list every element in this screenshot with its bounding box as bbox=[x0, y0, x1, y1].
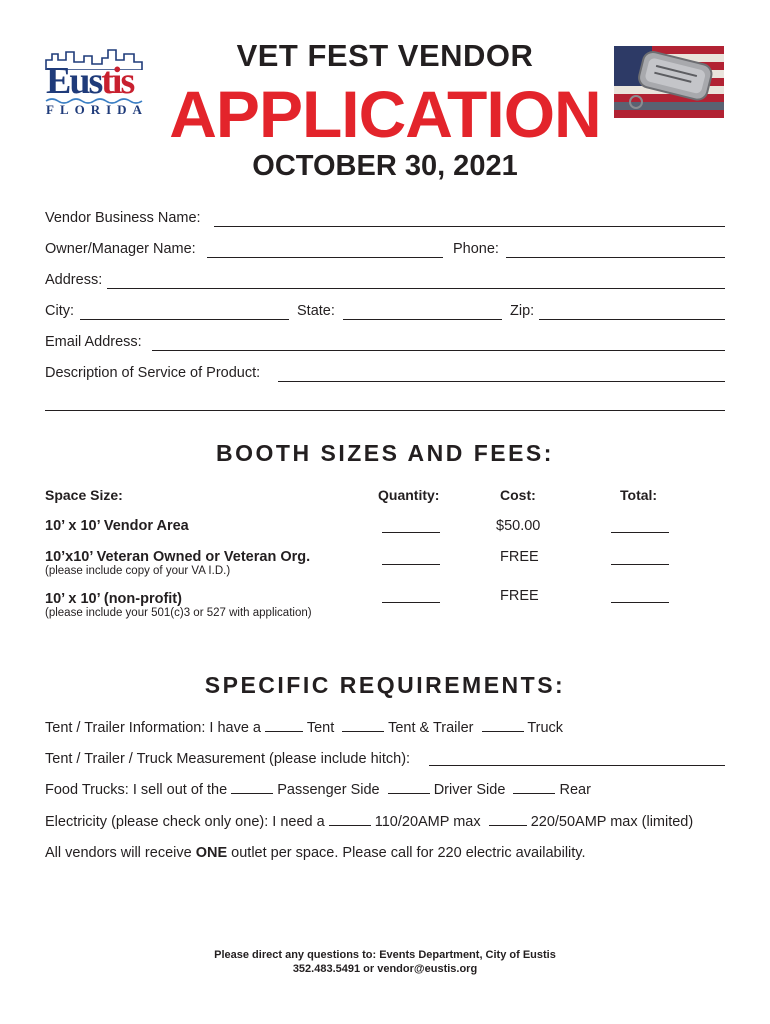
quantity-field[interactable] bbox=[382, 532, 440, 533]
outlet-note-text-end: outlet per space. Please call for 220 electric availability. bbox=[231, 845, 586, 861]
title-application: APPLICATION bbox=[169, 77, 601, 151]
tent-check-field[interactable] bbox=[265, 720, 303, 732]
tent-trailer-option: Tent & Trailer bbox=[388, 720, 474, 736]
description-row bbox=[45, 363, 725, 383]
email-field[interactable] bbox=[152, 350, 725, 351]
city-state-zip-row bbox=[45, 301, 725, 321]
booth-row-cost: FREE bbox=[500, 549, 539, 565]
zip-field[interactable] bbox=[539, 319, 725, 320]
electricity-prefix: Electricity (please check only one): I need a bbox=[45, 814, 325, 830]
electricity-row bbox=[45, 814, 693, 830]
business-name-row bbox=[45, 208, 725, 228]
booth-row-cost: FREE bbox=[500, 588, 539, 604]
measurement-row bbox=[45, 751, 725, 767]
truck-option: Truck bbox=[527, 720, 564, 736]
measurement-label: Tent / Trailer / Truck Measurement (please include hitch): bbox=[45, 751, 411, 767]
booth-row-name: 10’ x 10’ (non-profit) bbox=[45, 591, 182, 607]
email-label: Email Address: bbox=[45, 334, 142, 350]
phone-field[interactable] bbox=[506, 257, 725, 258]
city-label: City: bbox=[45, 303, 74, 319]
110-amp-check-field[interactable] bbox=[329, 814, 371, 826]
state-label: State: bbox=[297, 303, 335, 319]
event-date: OCTOBER 30, 2021 bbox=[252, 150, 518, 182]
booth-sizes-heading: BOOTH SIZES AND FEES: bbox=[216, 440, 554, 466]
logo-wordmark: Eustis bbox=[46, 60, 134, 102]
description-label: Description of Service of Product: bbox=[45, 365, 261, 381]
220-amp-check-field[interactable] bbox=[489, 814, 527, 826]
driver-side-option: Driver Side bbox=[433, 782, 506, 798]
flag-dog-tags-photo bbox=[614, 46, 724, 118]
col-total: Total: bbox=[620, 487, 658, 503]
state-field[interactable] bbox=[343, 319, 502, 320]
specific-requirements-heading: SPECIFIC REQUIREMENTS: bbox=[204, 672, 566, 698]
quantity-field[interactable] bbox=[382, 564, 440, 565]
110-amp-option: 110/20AMP max bbox=[374, 814, 481, 830]
footer-line-1: Please direct any questions to: Events Department, City of Eustis bbox=[214, 949, 556, 961]
measurement-field[interactable] bbox=[429, 765, 725, 766]
business-name-label: Vendor Business Name: bbox=[45, 210, 201, 226]
title-line-1: VET FEST VENDOR bbox=[236, 38, 534, 73]
address-row bbox=[45, 270, 725, 290]
passenger-side-check-field[interactable] bbox=[231, 782, 273, 794]
booth-row-note: (please include copy of your VA I.D.) bbox=[45, 565, 231, 577]
outlet-note-emphasis: ONE bbox=[195, 845, 228, 861]
booth-row-cost: $50.00 bbox=[496, 518, 541, 534]
tent-option: Tent bbox=[306, 720, 335, 736]
contact-footer bbox=[145, 948, 625, 976]
eustis-logo bbox=[44, 48, 148, 118]
zip-label: Zip: bbox=[510, 303, 535, 319]
description-field[interactable] bbox=[278, 381, 725, 382]
description-field-line-2[interactable] bbox=[45, 410, 725, 411]
food-truck-row bbox=[45, 782, 591, 798]
description-row-2 bbox=[45, 392, 725, 412]
col-cost: Cost: bbox=[500, 487, 536, 503]
quantity-field[interactable] bbox=[382, 602, 440, 603]
total-field[interactable] bbox=[611, 564, 669, 565]
address-label: Address: bbox=[45, 272, 103, 288]
logo-subtitle: FLORIDA bbox=[46, 102, 148, 117]
footer-line-2: 352.483.5491 or vendor@eustis.org bbox=[292, 963, 478, 975]
food-prefix: Food Trucks: I sell out of the bbox=[45, 782, 228, 798]
tent-prefix: Tent / Trailer Information: I have a bbox=[45, 720, 261, 736]
booth-row-note: (please include your 501(c)3 or 527 with application) bbox=[45, 607, 312, 619]
total-field[interactable] bbox=[611, 532, 669, 533]
email-row bbox=[45, 332, 725, 352]
truck-check-field[interactable] bbox=[482, 720, 524, 732]
outlet-note bbox=[45, 845, 586, 861]
city-field[interactable] bbox=[80, 319, 289, 320]
tent-trailer-info bbox=[45, 720, 563, 736]
business-name-field[interactable] bbox=[214, 226, 725, 227]
booth-row-name: 10’x10’ Veteran Owned or Veteran Org. bbox=[45, 549, 311, 565]
col-space-size: Space Size: bbox=[45, 487, 123, 503]
total-field[interactable] bbox=[611, 602, 669, 603]
col-quantity: Quantity: bbox=[378, 487, 440, 503]
rear-check-field[interactable] bbox=[513, 782, 555, 794]
owner-phone-row bbox=[45, 239, 725, 259]
phone-label: Phone: bbox=[453, 241, 499, 257]
passenger-side-option: Passenger Side bbox=[277, 782, 380, 798]
owner-name-field[interactable] bbox=[207, 257, 443, 258]
address-field[interactable] bbox=[107, 288, 725, 289]
owner-name-label: Owner/Manager Name: bbox=[45, 241, 196, 257]
outlet-note-text: All vendors will receive bbox=[45, 845, 192, 861]
tent-trailer-check-field[interactable] bbox=[342, 720, 384, 732]
booth-row-name: 10’ x 10’ Vendor Area bbox=[45, 518, 189, 534]
220-amp-option: 220/50AMP max (limited) bbox=[530, 814, 694, 830]
driver-side-check-field[interactable] bbox=[388, 782, 430, 794]
rear-option: Rear bbox=[559, 782, 591, 798]
